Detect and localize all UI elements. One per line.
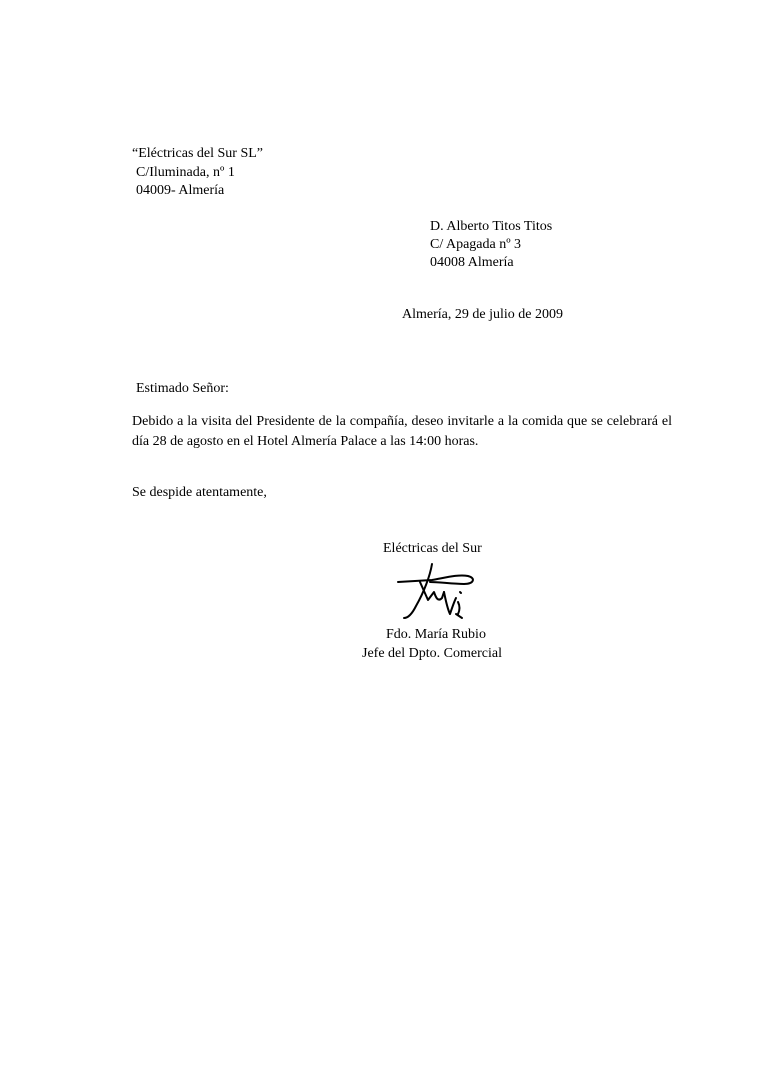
handwritten-signature bbox=[396, 562, 478, 620]
signature-company: Eléctricas del Sur bbox=[383, 541, 482, 556]
sender-street: C/Iluminada, nº 1 bbox=[136, 165, 235, 180]
body-paragraph: Debido a la visita del Presidente de la compañía, deseo invitarle a la comida que se celebrará el día 28 de agosto en el Hotel Almería Palace a las 14:00 horas. bbox=[132, 414, 672, 449]
sender-city: 04009- Almería bbox=[136, 183, 225, 198]
salutation: Estimado Señor: bbox=[136, 381, 229, 396]
signer-name: Fdo. María Rubio bbox=[386, 627, 486, 642]
closing: Se despide atentamente, bbox=[132, 485, 267, 500]
sender-company: “Eléctricas del Sur SL” bbox=[132, 146, 264, 161]
signer-position: Jefe del Dpto. Comercial bbox=[362, 646, 502, 661]
recipient-city: 04008 Almería bbox=[430, 255, 514, 270]
letter-date: Almería, 29 de julio de 2009 bbox=[402, 307, 563, 322]
recipient-street: C/ Apagada nº 3 bbox=[430, 237, 522, 252]
recipient-name: D. Alberto Titos Titos bbox=[430, 219, 553, 234]
